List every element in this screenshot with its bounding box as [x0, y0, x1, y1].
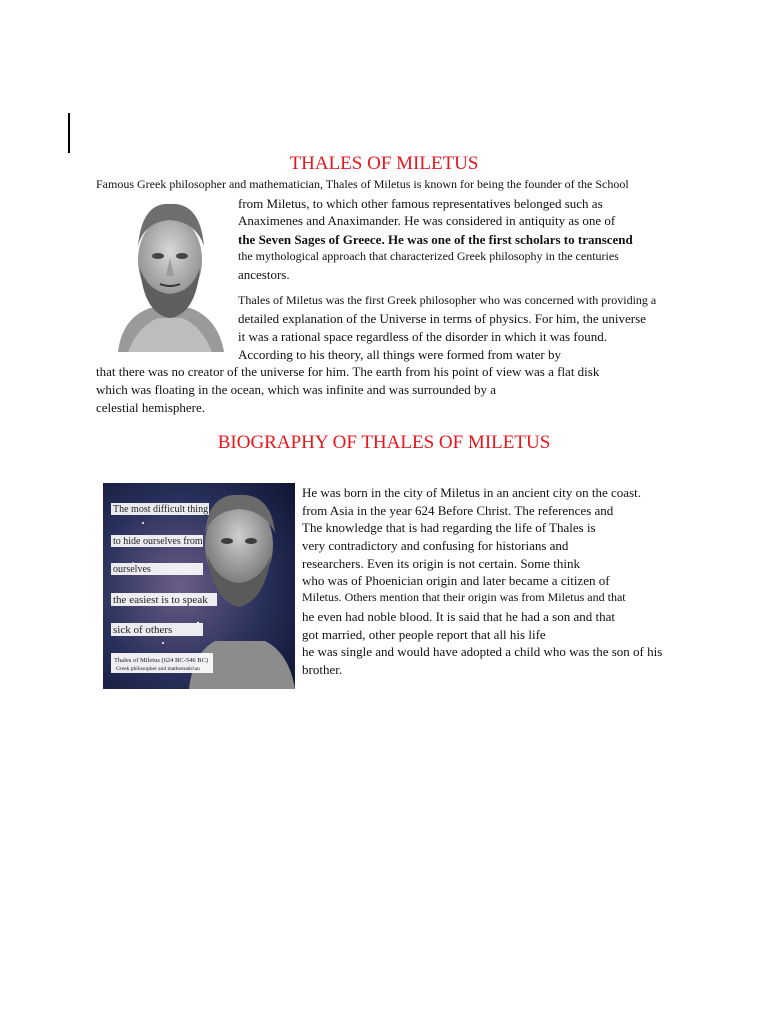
thales-bust-portrait	[108, 196, 232, 352]
paragraph-line: celestial hemisphere.	[96, 400, 206, 415]
paragraph-line: detailed explanation of the Universe in terms of physics. For him, the universe	[238, 311, 646, 326]
paragraph-line: According to his theory, all things were formed from water by	[238, 347, 561, 362]
paragraph-line: which was floating in the ocean, which was infinite and was surrounded by a	[96, 382, 497, 397]
poster-quote-line: the easiest is to speak	[113, 594, 208, 606]
paragraph-line: from Asia in the year 624 Before Christ. The references and	[302, 503, 614, 518]
text-cursor	[68, 113, 70, 153]
paragraph-line: Famous Greek philosopher and mathematician, Thales of Miletus is known for being the founder of the School	[96, 177, 629, 191]
poster-quote-line: The most difficult thing	[113, 504, 209, 515]
paragraph-line: he even had noble blood. It is said that he had a son and that	[302, 609, 616, 624]
paragraph-line: got married, other people report that all his life	[302, 627, 546, 642]
paragraph-line: Thales of Miletus was the first Greek philosopher who was concerned with providing a	[238, 293, 657, 307]
poster-quote-line: ourselves	[113, 564, 151, 575]
paragraph-line: researchers. Even its origin is not certain. Some think	[302, 556, 580, 571]
paragraph-line: that there was no creator of the universe for him. The earth from his point of view was a flat disk	[96, 364, 600, 379]
paragraph-line: ancestors.	[238, 267, 290, 282]
poster-subcaption: Greek philosopher and mathematician	[116, 666, 200, 672]
poster-quote-line: sick of others	[113, 624, 173, 636]
thales-quote-poster	[103, 483, 295, 689]
paragraph-line: very contradictory and confusing for historians and	[302, 538, 569, 553]
paragraph-line: He was born in the city of Miletus in an ancient city on the coast.	[302, 485, 641, 500]
paragraph-line: it was a rational space regardless of the disorder in which it was found.	[238, 329, 607, 344]
paragraph-line: Anaximenes and Anaximander. He was considered in antiquity as one of	[238, 213, 616, 228]
poster-caption: Thales of Miletus (624 BC-546 BC)	[114, 657, 209, 664]
section-title-thales: THALES OF MILETUS	[289, 153, 479, 174]
paragraph-line-bold: the Seven Sages of Greece. He was one of the first scholars to transcend	[238, 232, 633, 247]
paragraph-line: Miletus. Others mention that their origin was from Miletus and that	[302, 590, 626, 604]
paragraph-line: from Miletus, to which other famous representatives belonged such as	[238, 196, 603, 211]
paragraph-line: The knowledge that is had regarding the life of Thales is	[302, 520, 596, 535]
section-title-biography: BIOGRAPHY OF THALES OF MILETUS	[217, 432, 551, 453]
poster-quote-line: to hide ourselves from	[113, 536, 203, 547]
paragraph-line: brother.	[302, 662, 343, 677]
paragraph-line: the mythological approach that characterized Greek philosophy in the centuries	[238, 249, 619, 263]
paragraph-line: he was single and would have adopted a child who was the son of his	[302, 644, 663, 659]
paragraph-line: who was of Phoenician origin and later became a citizen of	[302, 573, 610, 588]
